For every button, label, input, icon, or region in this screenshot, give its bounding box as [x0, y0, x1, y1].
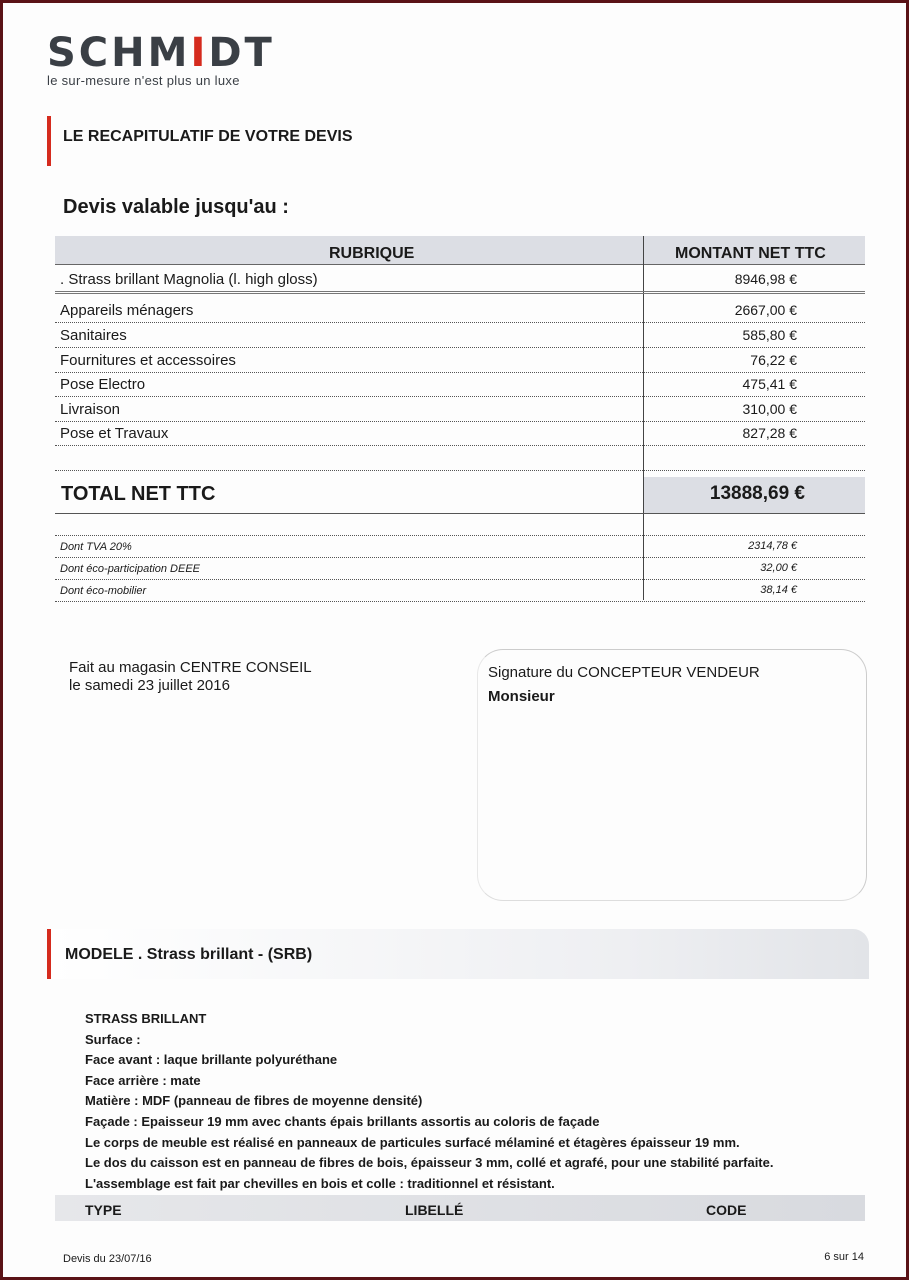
table-row	[55, 348, 865, 373]
row-label: . Strass brillant Magnolia (l. high gloss)	[60, 271, 318, 288]
header-rubrique: RUBRIQUE	[329, 245, 415, 262]
table-row	[55, 323, 865, 348]
total-label: TOTAL NET TTC	[61, 483, 216, 505]
row-label: Pose et Travaux	[60, 425, 169, 442]
detail-row	[55, 579, 865, 602]
detail-amount: 32,00 €	[760, 562, 797, 574]
date-line: le samedi 23 juillet 2016	[69, 677, 230, 694]
logo-tagline: le sur-mesure n'est plus un luxe	[47, 73, 240, 88]
table-row	[55, 372, 865, 397]
signature-name: Monsieur	[488, 688, 555, 705]
table-row	[55, 397, 865, 422]
table-row-empty	[55, 513, 865, 536]
spec-line: Le dos du caisson est en panneau de fibres de bois, épaisseur 3 mm, collé et agrafé, pour une stabilité parfaite.	[85, 1155, 774, 1171]
signature-box	[477, 649, 867, 901]
quote-page	[3, 3, 906, 1277]
total-amount: 13888,69 €	[709, 483, 805, 504]
detail-label: Dont éco-participation DEEE	[60, 563, 201, 575]
detail-row	[55, 535, 865, 558]
spec-line: Surface :	[85, 1031, 141, 1047]
footer-date: Devis du 23/07/16	[63, 1253, 152, 1265]
detail-amount: 2314,78 €	[748, 540, 797, 552]
header-amount: MONTANT NET TTC	[675, 245, 826, 262]
store-line: Fait au magasin CENTRE CONSEIL	[69, 659, 312, 676]
row-amount: 8946,98 €	[734, 271, 797, 287]
header-type: TYPE	[85, 1202, 122, 1218]
spec-line: STRASS BRILLANT	[85, 1011, 207, 1026]
store-info	[69, 659, 312, 695]
detail-amount: 38,14 €	[760, 584, 797, 596]
header-libelle: LIBELLÉ	[405, 1202, 464, 1218]
spec-line: Matière : MDF (panneau de fibres de moyenne densité)	[85, 1093, 423, 1109]
spec-line: Face arrière : mate	[85, 1072, 201, 1088]
model-section-header	[47, 929, 869, 979]
model-specs	[85, 1009, 773, 1194]
table-row	[55, 298, 865, 323]
recap-section-header	[47, 116, 353, 166]
row-amount: 827,28 €	[742, 425, 797, 441]
header-code: CODE	[706, 1202, 747, 1218]
signature-label: Signature du CONCEPTEUR VENDEUR	[488, 664, 760, 681]
logo-wordmark: SCHMIDT	[47, 30, 275, 76]
detail-label: Dont éco-mobilier	[60, 585, 147, 597]
detail-row	[55, 557, 865, 580]
row-label: Appareils ménagers	[60, 302, 194, 319]
schmidt-logo	[47, 31, 275, 88]
total-row	[55, 477, 865, 514]
row-amount: 585,80 €	[742, 327, 797, 343]
recap-title: LE RECAPITULATIF DE VOTRE DEVIS	[63, 128, 353, 145]
page-number: 6 sur 14	[824, 1251, 864, 1263]
row-amount: 310,00 €	[742, 401, 797, 417]
table-header	[55, 236, 865, 265]
table-row	[55, 267, 865, 294]
row-label: Livraison	[60, 401, 121, 418]
row-amount: 475,41 €	[742, 376, 797, 392]
table-row-empty	[55, 446, 865, 471]
row-label: Sanitaires	[60, 327, 127, 344]
spec-line: Façade : Epaisseur 19 mm avec chants épais brillants assortis au coloris de façade	[85, 1113, 600, 1129]
spec-line: Le corps de meuble est réalisé en panneaux de particules surfacé mélaminé et étagères épaisseur 19 mm.	[85, 1134, 740, 1150]
items-table-header	[55, 1195, 865, 1221]
row-amount: 76,22 €	[750, 352, 797, 368]
spec-line: Face avant : laque brillante polyuréthane	[85, 1052, 338, 1068]
valid-until-label: Devis valable jusqu'au :	[63, 196, 289, 218]
model-title: MODELE . Strass brillant - (SRB)	[65, 946, 313, 963]
row-label: Pose Electro	[60, 376, 146, 393]
table-row	[55, 421, 865, 446]
row-amount: 2667,00 €	[734, 302, 797, 318]
spec-line: L'assemblage est fait par chevilles en bois et colle : traditionnel et résistant.	[85, 1175, 555, 1191]
row-label: Fournitures et accessoires	[60, 352, 236, 369]
total-amount-cell	[644, 477, 865, 513]
detail-label: Dont TVA 20%	[60, 541, 132, 553]
